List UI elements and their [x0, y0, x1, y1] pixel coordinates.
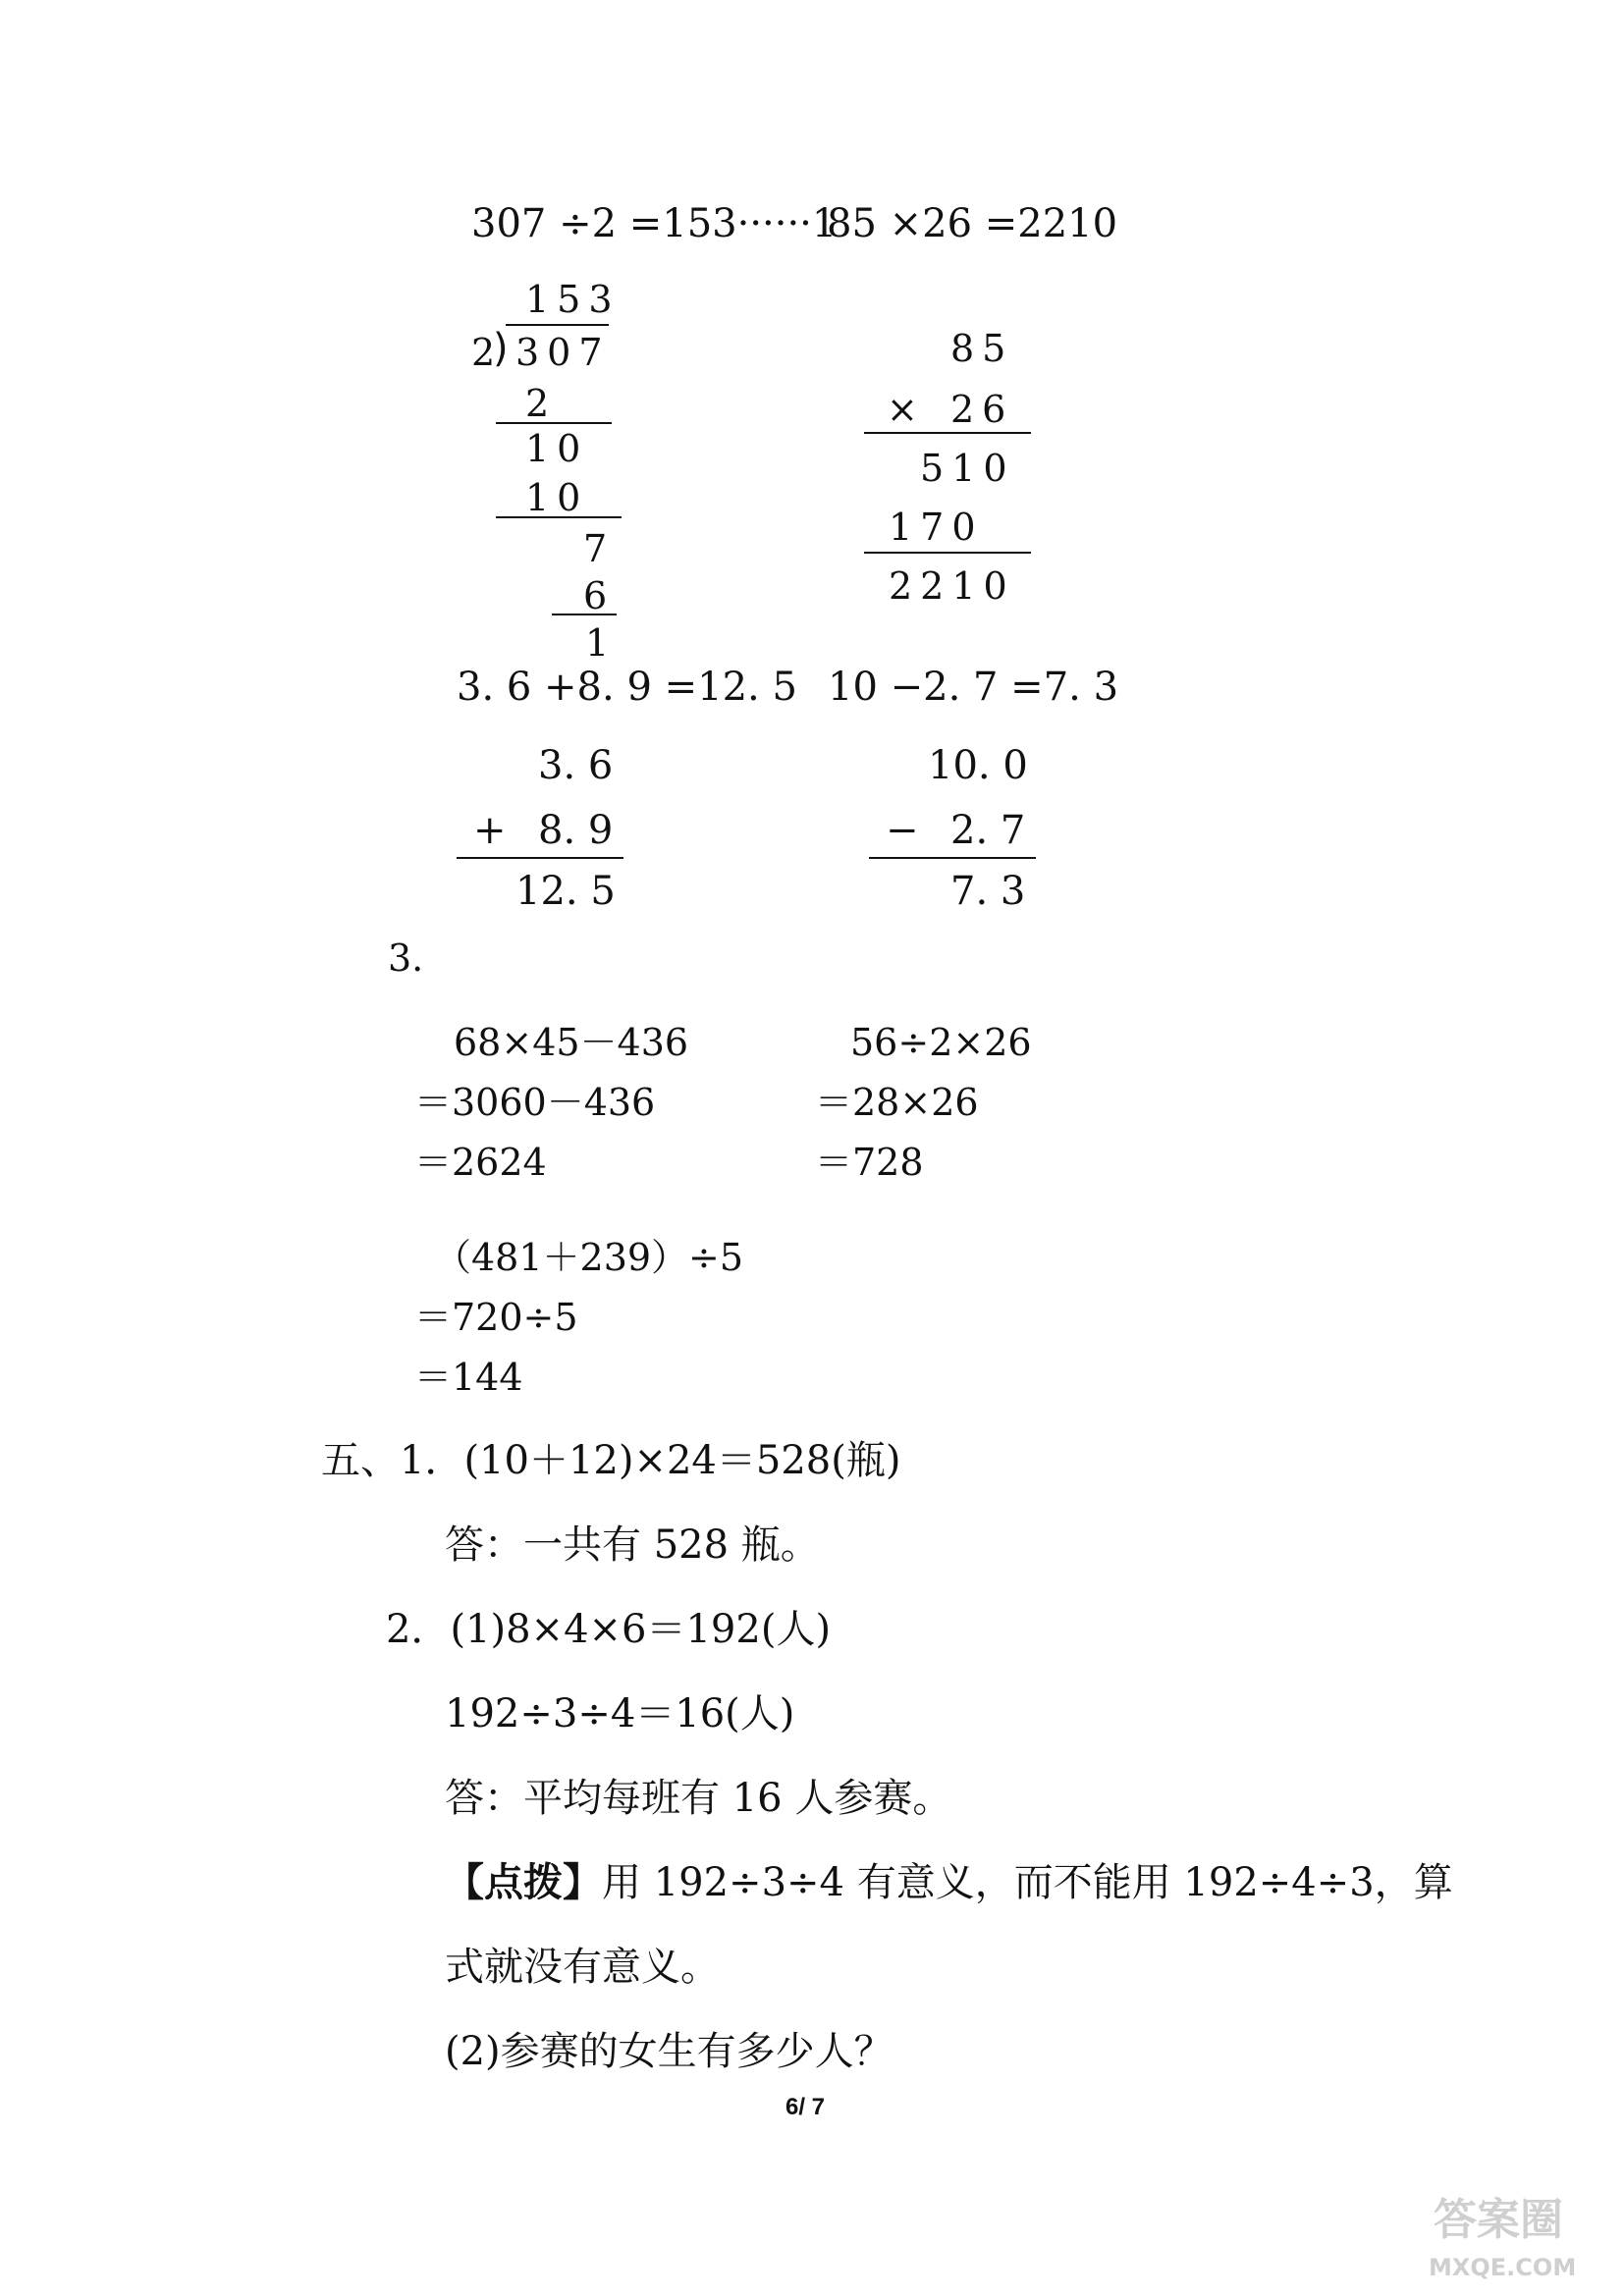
division-line — [496, 422, 612, 424]
tip-paragraph — [445, 1859, 1453, 1905]
watermark-title: 答案圈 — [1434, 2195, 1563, 2245]
division-equation: 307 ÷2 =153······1 — [471, 201, 838, 246]
page-number: 6/ 7 — [785, 2094, 826, 2120]
multiplication-line — [864, 432, 1031, 434]
expression-line: ＝720÷5 — [414, 1296, 578, 1339]
partial-product: 170 — [889, 506, 984, 549]
division-bracket: ) — [493, 326, 509, 371]
sum: 12. 5 — [515, 869, 616, 914]
question-5-2-2: (2)参赛的女生有多少人？ — [445, 2029, 893, 2074]
product: 2210 — [889, 564, 1015, 608]
divisor: 2 — [471, 331, 496, 374]
division-step: 10 — [525, 476, 589, 519]
division-step: 2 — [525, 382, 550, 425]
multiply-sign: × — [887, 388, 918, 431]
division-line — [552, 614, 617, 615]
expression-line: ＝3060－436 — [414, 1081, 656, 1124]
question-5-1: 五、1．(10＋12)×24＝528(瓶) — [321, 1438, 901, 1483]
expression-line: ＝28×26 — [815, 1081, 979, 1124]
division-step: 7 — [583, 527, 608, 570]
multiplicand: 85 — [950, 327, 1014, 370]
expression-line: 56÷2×26 — [850, 1021, 1032, 1064]
partial-product: 510 — [920, 447, 1015, 490]
subtrahend: 2. 7 — [950, 808, 1026, 853]
division-step: 6 — [583, 574, 608, 617]
difference: 7. 3 — [950, 869, 1026, 914]
question-5-2: 2．(1)8×4×6＝192(人) — [386, 1607, 832, 1652]
tip-text: 用 192÷3÷4 有意义，而不能用 192÷4÷3，算 — [602, 1860, 1453, 1905]
division-bar — [506, 324, 609, 326]
subtraction-equation: 10 −2. 7 =7. 3 — [828, 665, 1119, 710]
answer-5-2: 答：平均每班有 16 人参赛。 — [445, 1776, 952, 1821]
addend: 3. 6 — [538, 743, 614, 788]
tip-label: 【点拨】 — [445, 1859, 602, 1905]
calculation-line: 192÷3÷4＝16(人) — [445, 1691, 795, 1736]
minus-sign: − — [886, 808, 919, 853]
minuend: 10. 0 — [928, 743, 1028, 788]
expression-line: ＝2624 — [414, 1141, 547, 1184]
watermark-url: MXQE.COM — [1429, 2254, 1577, 2281]
dividend: 307 — [515, 331, 611, 374]
quotient: 153 — [525, 278, 621, 321]
multiplier: 26 — [950, 388, 1014, 431]
division-remainder: 1 — [585, 621, 610, 665]
expression-line: ＝728 — [815, 1141, 924, 1184]
plus-sign: + — [473, 808, 507, 853]
expression-line: 68×45－436 — [454, 1021, 689, 1064]
tip-text-continued: 式就没有意义。 — [445, 1945, 720, 1990]
addition-line — [457, 857, 623, 859]
section-3-label: 3. — [388, 936, 424, 980]
addition-equation: 3. 6 +8. 9 =12. 5 — [457, 665, 797, 710]
answer-5-1: 答：一共有 528 瓶。 — [445, 1522, 820, 1568]
multiplication-equation: 85 ×26 =2210 — [827, 201, 1118, 246]
division-step: 10 — [525, 427, 589, 470]
subtraction-line — [869, 857, 1036, 859]
multiplication-line — [864, 552, 1031, 554]
expression-line: ＝144 — [414, 1356, 523, 1399]
addend: 8. 9 — [538, 808, 614, 853]
expression-line: （481＋239）÷5 — [434, 1236, 744, 1279]
division-line — [496, 516, 622, 518]
